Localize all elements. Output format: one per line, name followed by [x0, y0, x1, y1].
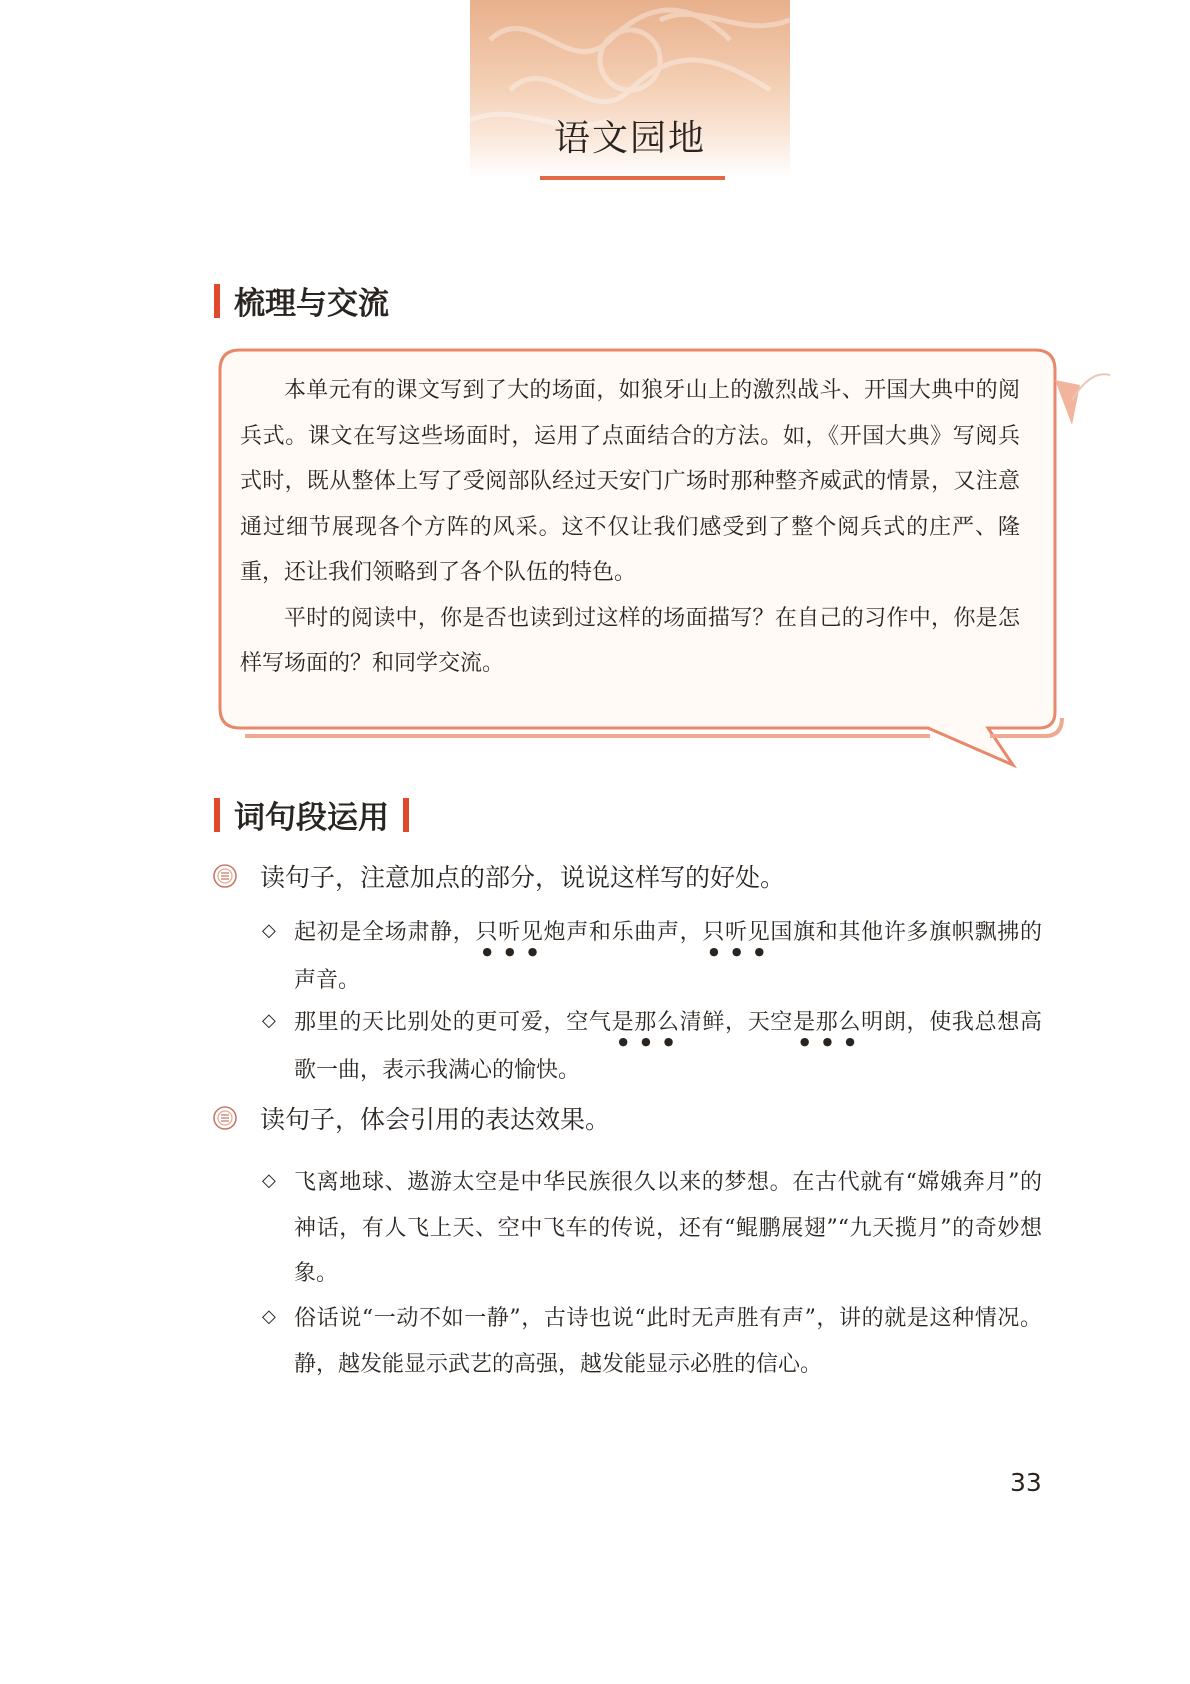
paragraph: 本单元有的课文写到了大的场面，如狼牙山上的激烈战斗、开国大典中的阅兵式。课文在写这些场面时，运用了点面结合的方法。如，《开国大典》写阅兵式时，既从整体上写了受阅部队经过天安门广场时那种整齐威武的情景，又注意通过细节展现各个方阵的风采。这不仅让我们感受到了整个阅兵式的庄严、隆重，还让我们领略到了各个队伍的特色。: [240, 378, 1020, 585]
header-banner: [470, 0, 790, 178]
sentence-text: [294, 1000, 1042, 1094]
heading-bar: [403, 798, 409, 832]
section-heading-sorting: [214, 278, 403, 323]
text-run: 那里的天比别处的更可爱，空气: [294, 1010, 612, 1035]
sentence-item: [262, 1160, 1042, 1297]
question-1: [212, 858, 785, 894]
sentence-item: [262, 1000, 1042, 1094]
heading-bar: [214, 284, 220, 318]
diamond-bullet-icon: ◇: [262, 920, 276, 941]
section-title: 梳理与交流: [234, 286, 389, 322]
diamond-bullet-icon: ◇: [262, 1170, 276, 1191]
question-prompt: 读句子，注意加点的部分，说说这样写的好处。: [260, 863, 786, 892]
heading-bar: [214, 798, 220, 832]
sentence-text: 飞离地球、遨游太空是中华民族很久以来的梦想。在古代就有“嫦娥奔月”的神话，有人飞上天、空中飞车的传说，还有“鲲鹏展翅”“九天揽月”的奇妙想象。: [294, 1170, 1042, 1286]
emphasized-text: 只听见: [475, 920, 544, 945]
diamond-bullet-icon: ◇: [262, 1306, 276, 1327]
sentence-item: [262, 910, 1042, 1004]
sentence-text: 俗话说“一动不如一静”，古诗也说“此时无声胜有声”，讲的就是这种情况。静，越发能显示武艺的高强，越发能显示必胜的信心。: [294, 1306, 1042, 1377]
page-number: 33: [1010, 1468, 1042, 1497]
emphasized-text: 只听见: [702, 920, 771, 945]
sentence-text: [294, 910, 1042, 1004]
text-run: 炮声和乐曲声，: [543, 920, 703, 945]
section-title: 词句段运用: [234, 800, 389, 836]
sentence-item: [262, 1296, 1042, 1387]
bookmark-ribbon-icon: [1055, 374, 1110, 425]
text-run: 清鲜，天空: [679, 1010, 794, 1035]
section-heading-usage: [214, 792, 409, 837]
question-2: [212, 1100, 610, 1136]
paragraph: 平时的阅读中，你是否也读到过这样的场面描写？在自己的习作中，你是怎样写场面的？和同学交流。: [240, 605, 1020, 676]
emphasized-text: 是那么: [611, 1010, 680, 1035]
page-title: 语文园地: [553, 118, 706, 159]
diamond-bullet-icon: ◇: [262, 1010, 276, 1031]
question-prompt: 读句子，体会引用的表达效果。: [260, 1105, 611, 1134]
title-underline: [540, 176, 725, 180]
sorting-text: [240, 368, 1020, 687]
emphasized-text: 是那么: [793, 1010, 862, 1035]
text-run: 国旗和其他许多旗帜飘拂的声音。: [294, 920, 1042, 993]
text-run: 明朗，使我总想高歌一曲，表示我满心的愉快。: [294, 1010, 1042, 1083]
seal-icon: [212, 1105, 238, 1131]
text-run: 起初是全场肃静，: [294, 920, 476, 945]
seal-icon: [212, 863, 238, 889]
